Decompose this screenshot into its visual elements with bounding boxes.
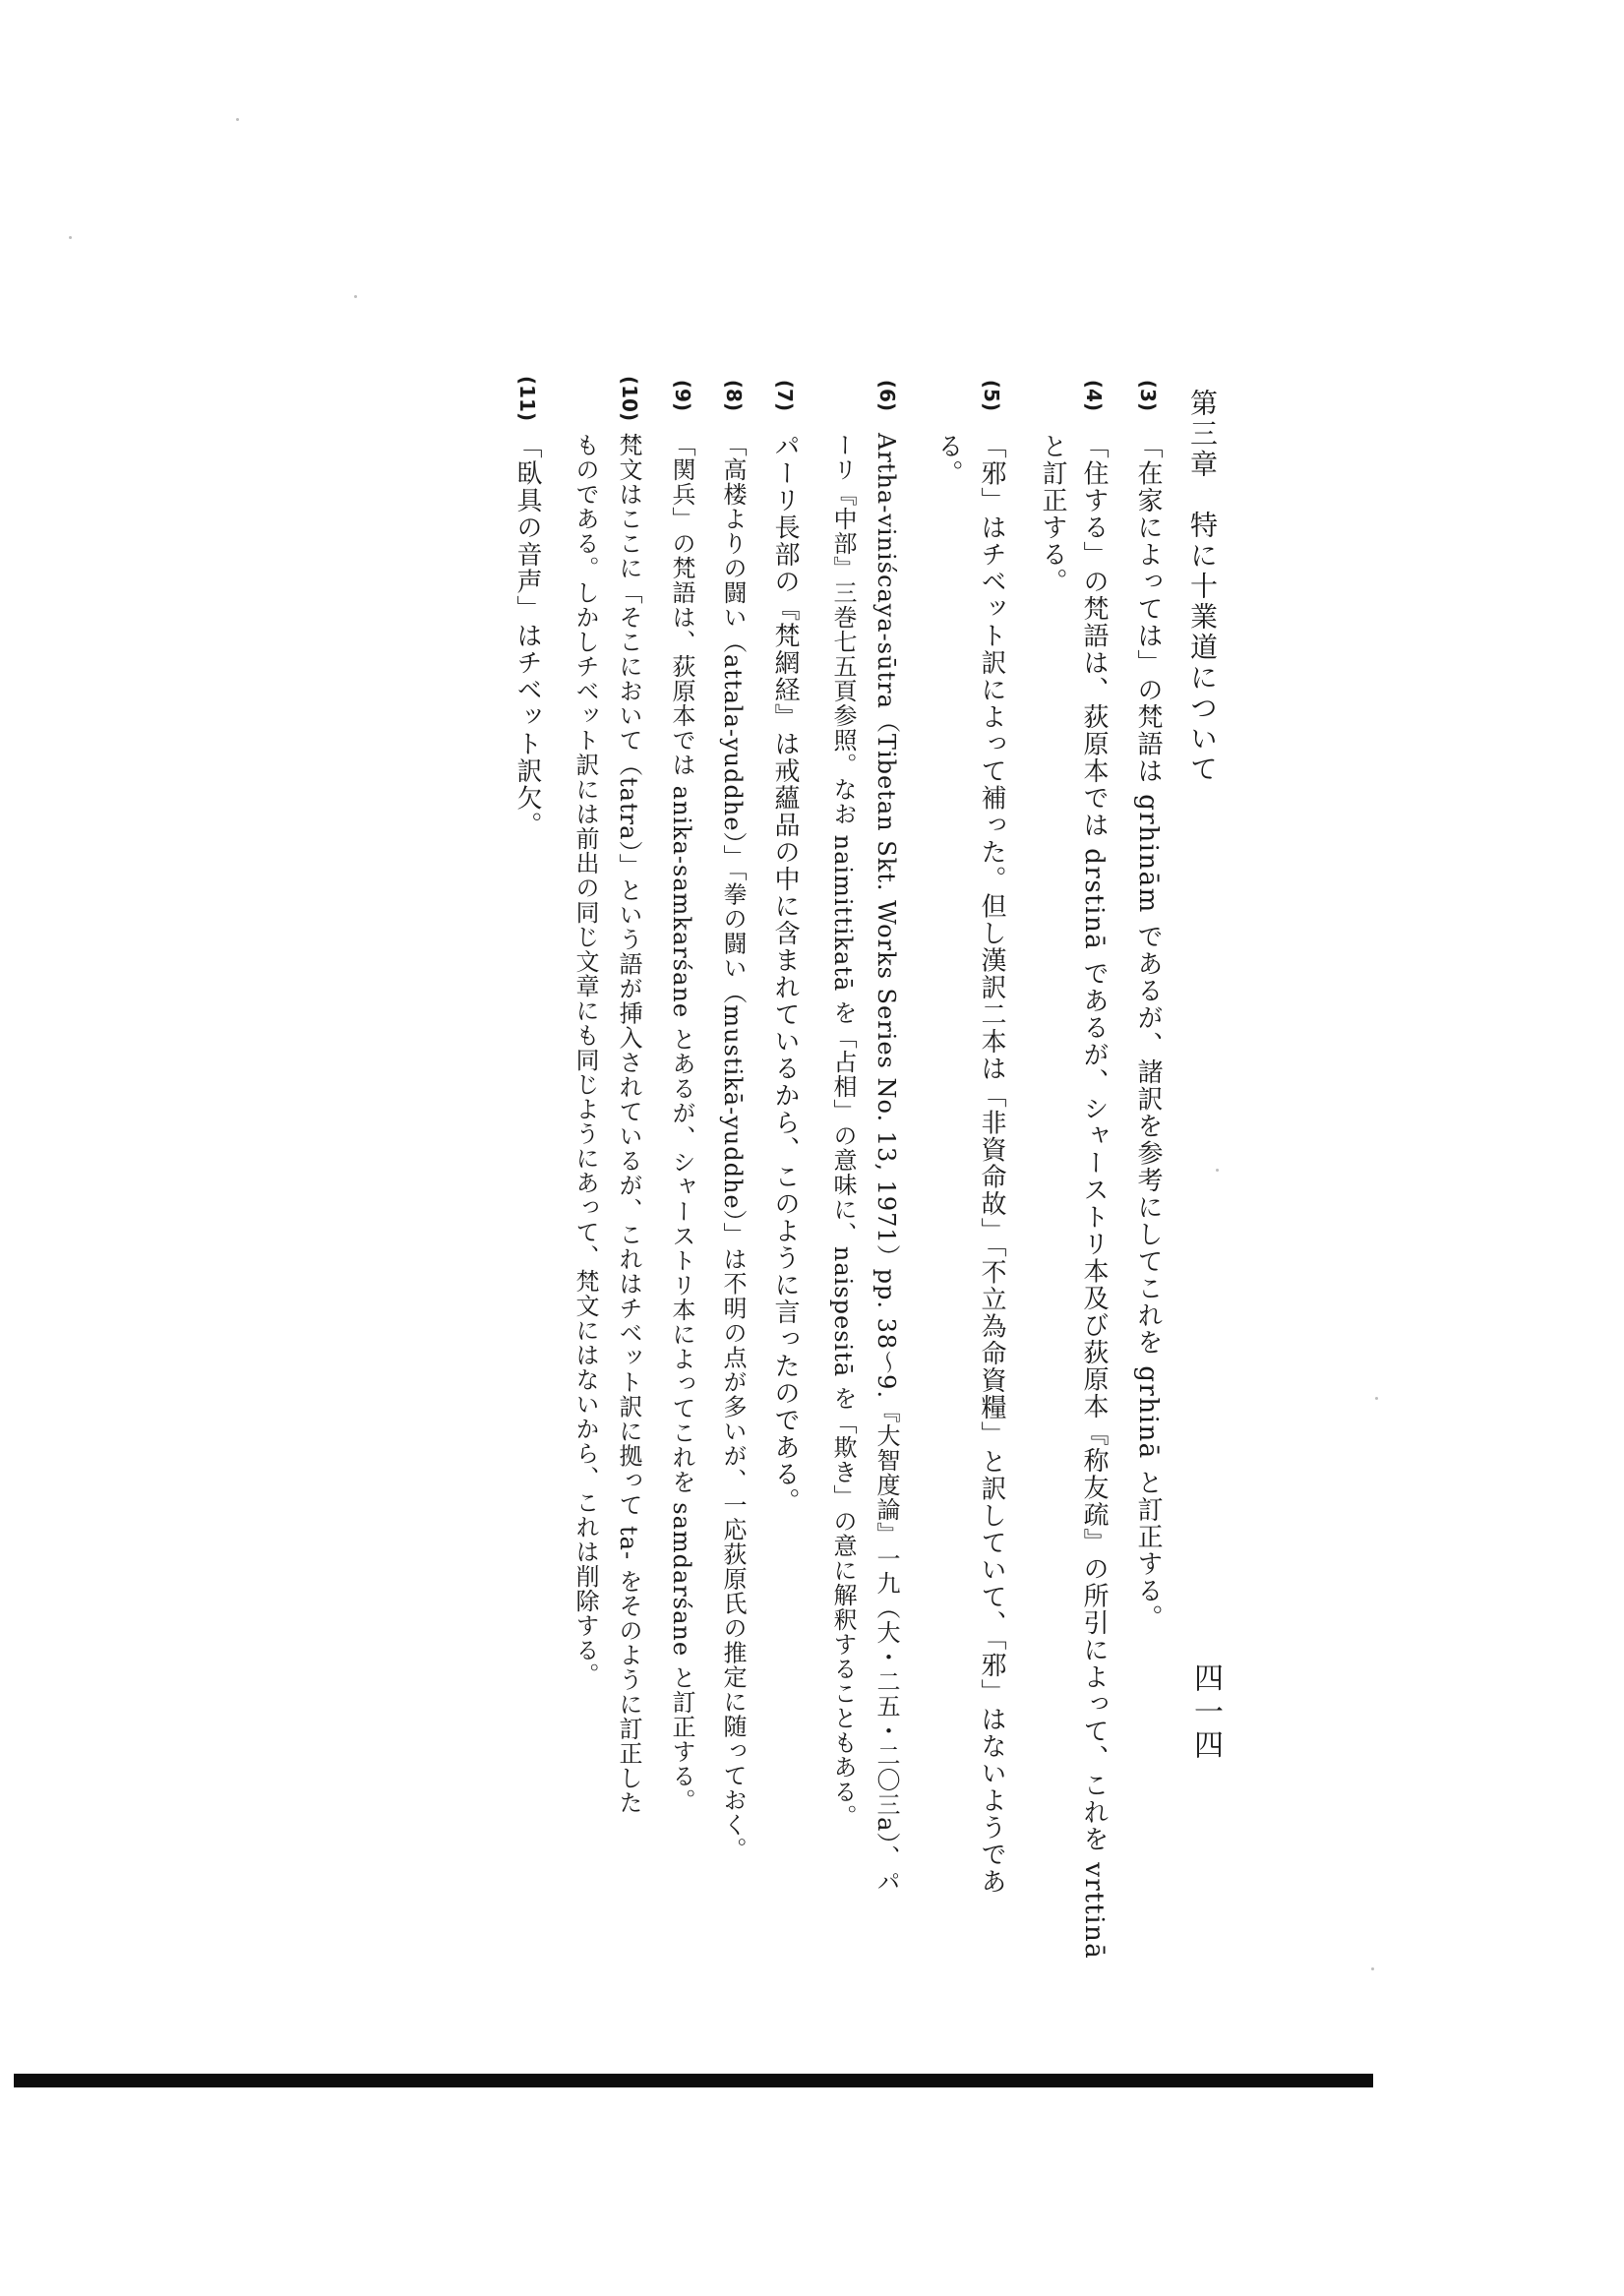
note-line: 梵文はここに「そこにおいて（tatra）」という語が挿入されているが、これはチベット訳に拠って ta- をそのように訂正した [615,433,642,1815]
note-line: 「臥具の音声」はチベット訳欠。 [512,433,542,839]
note-line: る。 [933,433,963,487]
note-number: (4) [1082,379,1106,412]
page-number: 四一四 [1188,1662,1223,1763]
note-number: (6) [875,379,899,412]
scan-speck [1371,1967,1374,1970]
note-number: (3) [1136,379,1160,412]
scan-speck [354,295,357,298]
note-number: (9) [671,379,694,412]
note-line: Artha-viniścaya-sūtra（Tibetan Skt. Works Series No. 13, 1971）pp. 38〜9.『大智度論』一九（大・二五・二〇三a）、パ [872,433,900,1895]
note-line: 「高楼よりの闘い（attala-yuddhe）」「拳の闘い（mustikā-yuddhe）」は不明の点が多いが、一応荻原氏の推定に随っておく。 [719,433,747,1862]
note-number: (10) [618,376,641,422]
note-line: と訂正する。 [1038,433,1067,595]
note-number: (8) [722,379,746,412]
scan-speck [1216,1169,1219,1172]
chapter-title: 第三章 特に十業道について [1186,389,1219,785]
scan-speck [1375,1397,1378,1400]
scan-speck [69,236,72,239]
note-number: (5) [980,379,1003,412]
scan-speck [236,118,239,121]
note-line: 「住する」の梵語は、荻原本では drstinā であるが、シャーストリ本及び荻原本『称友疏』の所引によって、これを vrttinā [1079,433,1109,1961]
bottom-rule [14,2074,1373,2087]
note-line: 「関兵」の梵語は、荻原本では anika-samkarśane とあるが、シャーストリ本によってこれを samdarśane と訂正する。 [668,433,695,1813]
note-number: (7) [773,379,797,412]
note-line: パーリ長部の『梵網経』は戒蘊品の中に含まれているから、このように言ったのである。 [770,433,800,1515]
note-line: 「在家によっては」の梵語は grhinām であるが、諸訳を参考にしてこれを grhinā と訂正する。 [1133,433,1163,1632]
note-number: (11) [515,376,539,422]
note-line: 「邪」はチベット訳によって補った。但し漢訳二本は「非資命故」「不立為命資糧」と訳していて、「邪」はないようであ [977,433,1006,1896]
note-line: ものである。しかしチベット訳には前出の同じ文章にも同じようにあって、梵文にはないから、これは削除する。 [571,433,599,1687]
note-line: ーリ『中部』三巻七五頁参照。なお naimittikatā を「占相」の意味に、naispesitā を「欺き」の意に解釈することもある。 [829,433,857,1829]
